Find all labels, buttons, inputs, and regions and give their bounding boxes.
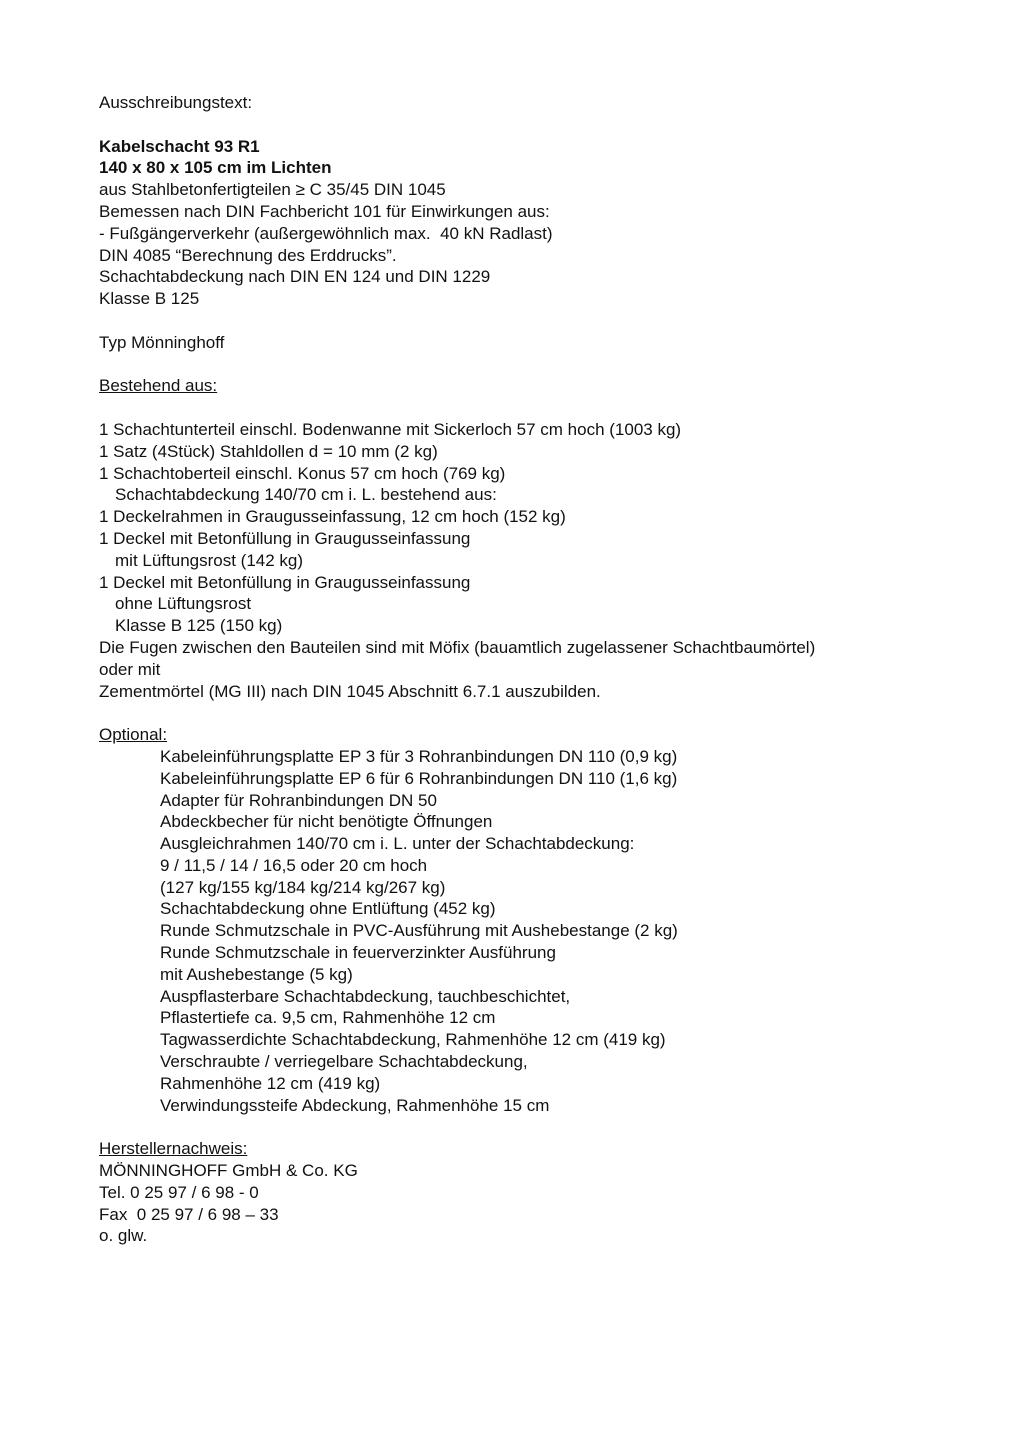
component-line: Klasse B 125 (150 kg) (115, 616, 283, 636)
manufacturer-heading: Herstellernachweis: (99, 1139, 248, 1159)
document-heading: Ausschreibungstext: (99, 93, 253, 112)
optional-item: 9 / 11,5 / 14 / 16,5 oder 20 cm hoch (160, 855, 428, 875)
optional-heading: Optional: (99, 725, 168, 745)
component-line: 1 Schachtunterteil einschl. Bodenwanne mit Sickerloch 57 cm hoch (1003 kg) (99, 419, 682, 439)
optional-item: Tagwasserdichte Schachtabdeckung, Rahmenhöhe 12 cm (419 kg) (160, 1030, 666, 1050)
component-line: 1 Satz (4Stück) Stahldollen d = 10 mm (2 kg) (99, 441, 438, 461)
component-line: Die Fugen zwischen den Bauteilen sind mit Möfix (bauamtlich zugelassener Schachtbaumörtel) (99, 637, 816, 657)
optional-item: Ausgleichrahmen 140/70 cm i. L. unter der Schachtabdeckung: (160, 834, 635, 854)
optional-item: Rahmenhöhe 12 cm (419 kg) (160, 1073, 381, 1093)
optional-item: Pflastertiefe ca. 9,5 cm, Rahmenhöhe 12 cm (160, 1008, 496, 1028)
spec-line: DIN 4085 “Berechnung des Erddrucks”. (99, 245, 397, 265)
optional-item: Verschraubte / verriegelbare Schachtabdeckung, (160, 1052, 528, 1072)
component-line: Schachtabdeckung 140/70 cm i. L. bestehend aus: (115, 485, 497, 505)
spacer (99, 354, 959, 376)
optional-item: (127 kg/155 kg/184 kg/214 kg/267 kg) (160, 877, 446, 897)
manufacturer-equivalent: o. glw. (99, 1226, 148, 1246)
optional-item: Kabeleinführungsplatte EP 3 für 3 Rohranbindungen DN 110 (0,9 kg) (160, 746, 678, 766)
optional-item: mit Aushebestange (5 kg) (160, 964, 353, 984)
optional-item: Runde Schmutzschale in feuerverzinkter Ausführung (160, 943, 556, 963)
spec-line: Schachtabdeckung nach DIN EN 124 und DIN 1229 (99, 267, 491, 287)
optional-item: Auspflasterbare Schachtabdeckung, tauchbeschichtet, (160, 986, 571, 1006)
component-line: ohne Lüftungsrost (115, 594, 252, 614)
product-title: Kabelschacht 93 R1 (99, 136, 260, 156)
components-heading: Bestehend aus: (99, 376, 218, 396)
component-line: 1 Deckel mit Betonfüllung in Graugusseinfassung (99, 528, 471, 548)
document-page (99, 92, 959, 1247)
spec-line: Klasse B 125 (99, 289, 200, 309)
spec-line: Bemessen nach DIN Fachbericht 101 für Einwirkungen aus: (99, 201, 550, 221)
manufacturer-name: MÖNNINGHOFF GmbH & Co. KG (99, 1161, 358, 1181)
product-subtitle: 140 x 80 x 105 cm im Lichten (99, 158, 332, 178)
spacer (99, 1116, 959, 1138)
optional-item: Verwindungssteife Abdeckung, Rahmenhöhe 15 cm (160, 1095, 550, 1115)
component-line: 1 Deckel mit Betonfüllung in Graugusseinfassung (99, 572, 471, 592)
spacer (99, 397, 959, 419)
manufacturer-fax: Fax 0 25 97 / 6 98 – 33 (99, 1204, 279, 1224)
manufacturer-phone: Tel. 0 25 97 / 6 98 - 0 (99, 1182, 259, 1202)
spec-line: - Fußgängerverkehr (außergewöhnlich max. 40 kN Radlast) (99, 223, 553, 243)
component-line: mit Lüftungsrost (142 kg) (115, 550, 304, 570)
spec-line: aus Stahlbetonfertigteilen ≥ C 35/45 DIN 1045 (99, 180, 446, 200)
component-line: Zementmörtel (MG III) nach DIN 1045 Abschnitt 6.7.1 auszubilden. (99, 681, 601, 701)
optional-item: Kabeleinführungsplatte EP 6 für 6 Rohranbindungen DN 110 (1,6 kg) (160, 768, 678, 788)
optional-item: Runde Schmutzschale in PVC-Ausführung mit Aushebestange (2 kg) (160, 921, 678, 941)
component-line: 1 Schachtoberteil einschl. Konus 57 cm hoch (769 kg) (99, 463, 506, 483)
component-line: oder mit (99, 659, 161, 679)
spacer (99, 114, 959, 136)
spacer (99, 702, 959, 724)
optional-item: Abdeckbecher für nicht benötigte Öffnungen (160, 812, 493, 832)
optional-item: Adapter für Rohranbindungen DN 50 (160, 790, 437, 810)
spacer (99, 310, 959, 332)
optional-item: Schachtabdeckung ohne Entlüftung (452 kg) (160, 899, 496, 919)
type-line: Typ Mönninghoff (99, 332, 225, 352)
component-line: 1 Deckelrahmen in Graugusseinfassung, 12 cm hoch (152 kg) (99, 507, 566, 527)
